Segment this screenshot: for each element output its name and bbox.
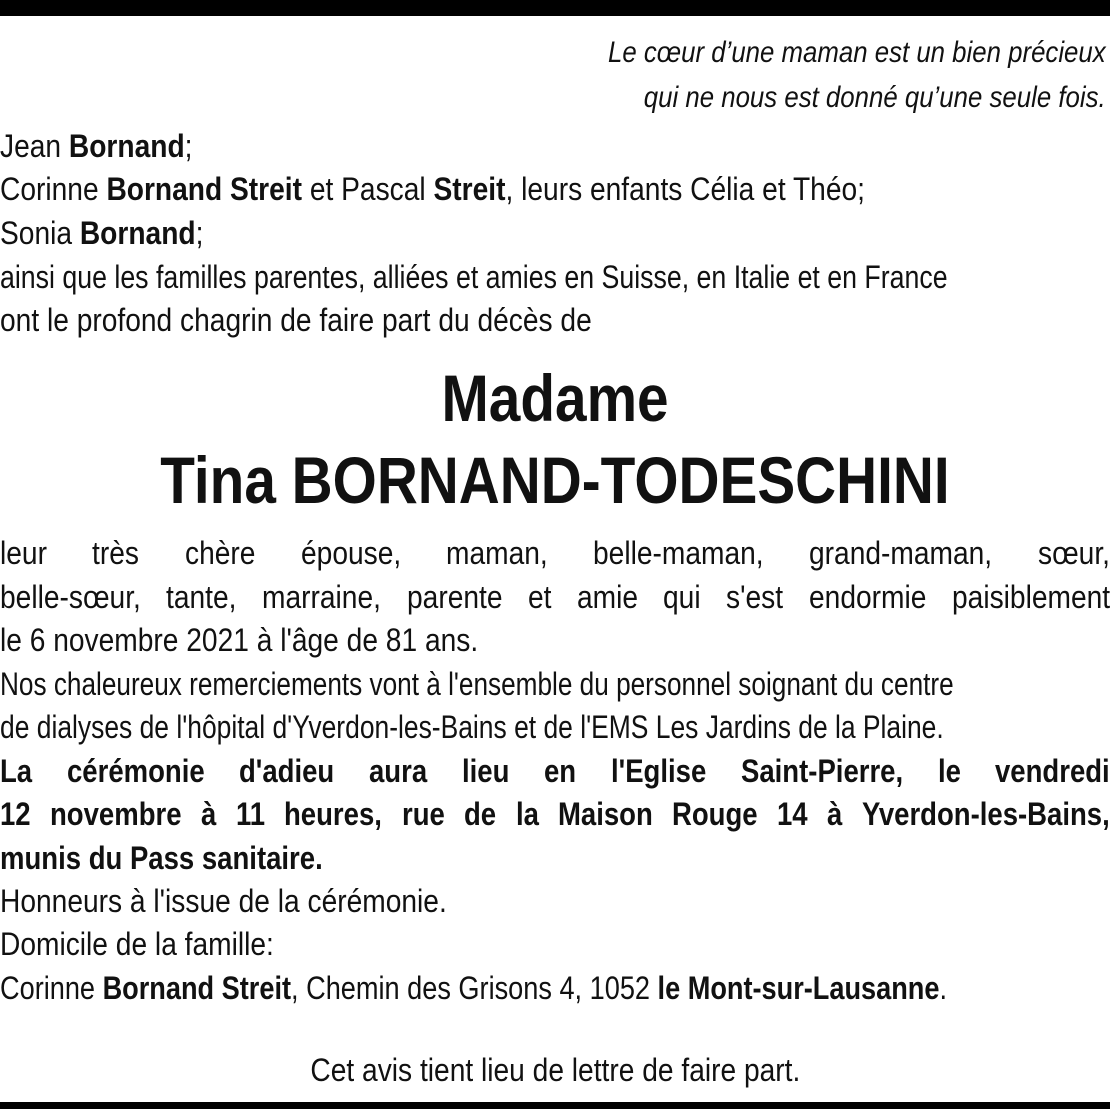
body-p1-line-1 xyxy=(0,531,1110,575)
word: à xyxy=(827,796,843,832)
text: Sonia xyxy=(0,215,80,251)
surname: Streit xyxy=(433,171,506,207)
word: endormie xyxy=(808,579,927,615)
text: Corinne xyxy=(0,171,107,207)
word: belle-maman, xyxy=(593,535,765,571)
word: lieu xyxy=(461,753,510,789)
word: épouse, xyxy=(300,535,401,571)
word: l'Eglise xyxy=(610,753,707,789)
body-p1-line-3: le 6 novembre 2021 à l'âge de 81 ans. xyxy=(0,622,479,658)
body-p2-line-2: de dialyses de l'hôpital d'Yverdon-les-Bains et de l'EMS Les Jardins de la Plaine. xyxy=(0,709,944,745)
title-text: Madame xyxy=(441,361,669,435)
word: d'adieu xyxy=(239,753,335,789)
top-border-rule xyxy=(0,0,1110,16)
text: Jean xyxy=(0,128,69,164)
word: sœur, xyxy=(1038,535,1110,571)
word: 11 xyxy=(235,796,265,832)
text: , leurs enfants Célia et Théo; xyxy=(505,171,865,207)
deceased-name xyxy=(0,440,1110,520)
word: à xyxy=(201,796,217,832)
family-line-5: ont le profond chagrin de faire part du décès de xyxy=(0,302,592,338)
locality: le Mont-sur-Lausanne xyxy=(657,970,940,1006)
word: heures, xyxy=(284,796,383,832)
family-address xyxy=(0,966,947,1010)
word: 14 xyxy=(777,796,808,832)
word: la xyxy=(515,796,539,832)
word: amie xyxy=(576,579,638,615)
family-line-2 xyxy=(0,167,865,211)
word: le xyxy=(937,753,961,789)
word: novembre xyxy=(50,796,182,832)
word: grand-maman, xyxy=(809,535,993,571)
surname: Bornand Streit xyxy=(102,970,292,1006)
word: s'est xyxy=(726,579,784,615)
word: qui xyxy=(663,579,701,615)
name-text: Tina BORNAND-TODESCHINI xyxy=(160,443,950,517)
bottom-border-rule xyxy=(0,1102,1110,1109)
word: marraine, xyxy=(262,579,382,615)
word: Saint-Pierre, xyxy=(740,753,903,789)
surname: Bornand xyxy=(68,128,185,164)
epigraph-quote xyxy=(608,30,1106,120)
text: ; xyxy=(184,128,193,164)
surname: Bornand Streit xyxy=(106,171,303,207)
text: , Chemin des Grisons 4, 1052 xyxy=(291,970,658,1006)
body-p3-line-3: munis du Pass sanitaire. xyxy=(0,840,323,876)
deceased-title xyxy=(0,358,1110,438)
text: . xyxy=(939,970,948,1006)
word: tante, xyxy=(166,579,237,615)
family-line-1 xyxy=(0,124,192,168)
quote-line-2: qui ne nous est donné qu’une seule fois. xyxy=(644,81,1106,114)
domicile-label: Domicile de la famille: xyxy=(0,926,274,962)
surname: Bornand xyxy=(79,215,196,251)
family-line-4: ainsi que les familles parentes, alliées et amies en Suisse, en Italie et en France xyxy=(0,259,948,295)
text: ; xyxy=(195,215,204,251)
text: Corinne xyxy=(0,970,103,1006)
word: paisiblement xyxy=(951,579,1110,615)
body-p3-line-1 xyxy=(0,749,1110,793)
word: leur xyxy=(0,535,47,571)
footer-note-text: Cet avis tient lieu de lettre de faire part. xyxy=(310,1052,800,1088)
word: Rouge xyxy=(672,796,758,832)
word: de xyxy=(464,796,497,832)
word: en xyxy=(544,753,577,789)
word: chère xyxy=(184,535,256,571)
word: 12 xyxy=(0,796,31,832)
word: et xyxy=(527,579,552,615)
family-line-3 xyxy=(0,211,203,255)
word: rue xyxy=(401,796,445,832)
word: La xyxy=(0,753,33,789)
footer-note xyxy=(0,1048,1110,1092)
word: maman, xyxy=(446,535,549,571)
body-p1-line-2 xyxy=(0,575,1110,619)
body-p3-line-2 xyxy=(0,792,1110,836)
word: Yverdon-les-Bains, xyxy=(862,796,1110,832)
word: très xyxy=(92,535,140,571)
text: et Pascal xyxy=(302,171,434,207)
word: aura xyxy=(369,753,428,789)
word: belle-sœur, xyxy=(0,579,141,615)
word: cérémonie xyxy=(66,753,205,789)
honneurs-line: Honneurs à l'issue de la cérémonie. xyxy=(0,883,447,919)
word: vendredi xyxy=(995,753,1110,789)
body-p2-line-1: Nos chaleureux remerciements vont à l'ensemble du personnel soignant du centre xyxy=(0,666,954,702)
word: Maison xyxy=(558,796,653,832)
word: parente xyxy=(406,579,503,615)
quote-line-1: Le cœur d’une maman est un bien précieux xyxy=(608,36,1106,69)
